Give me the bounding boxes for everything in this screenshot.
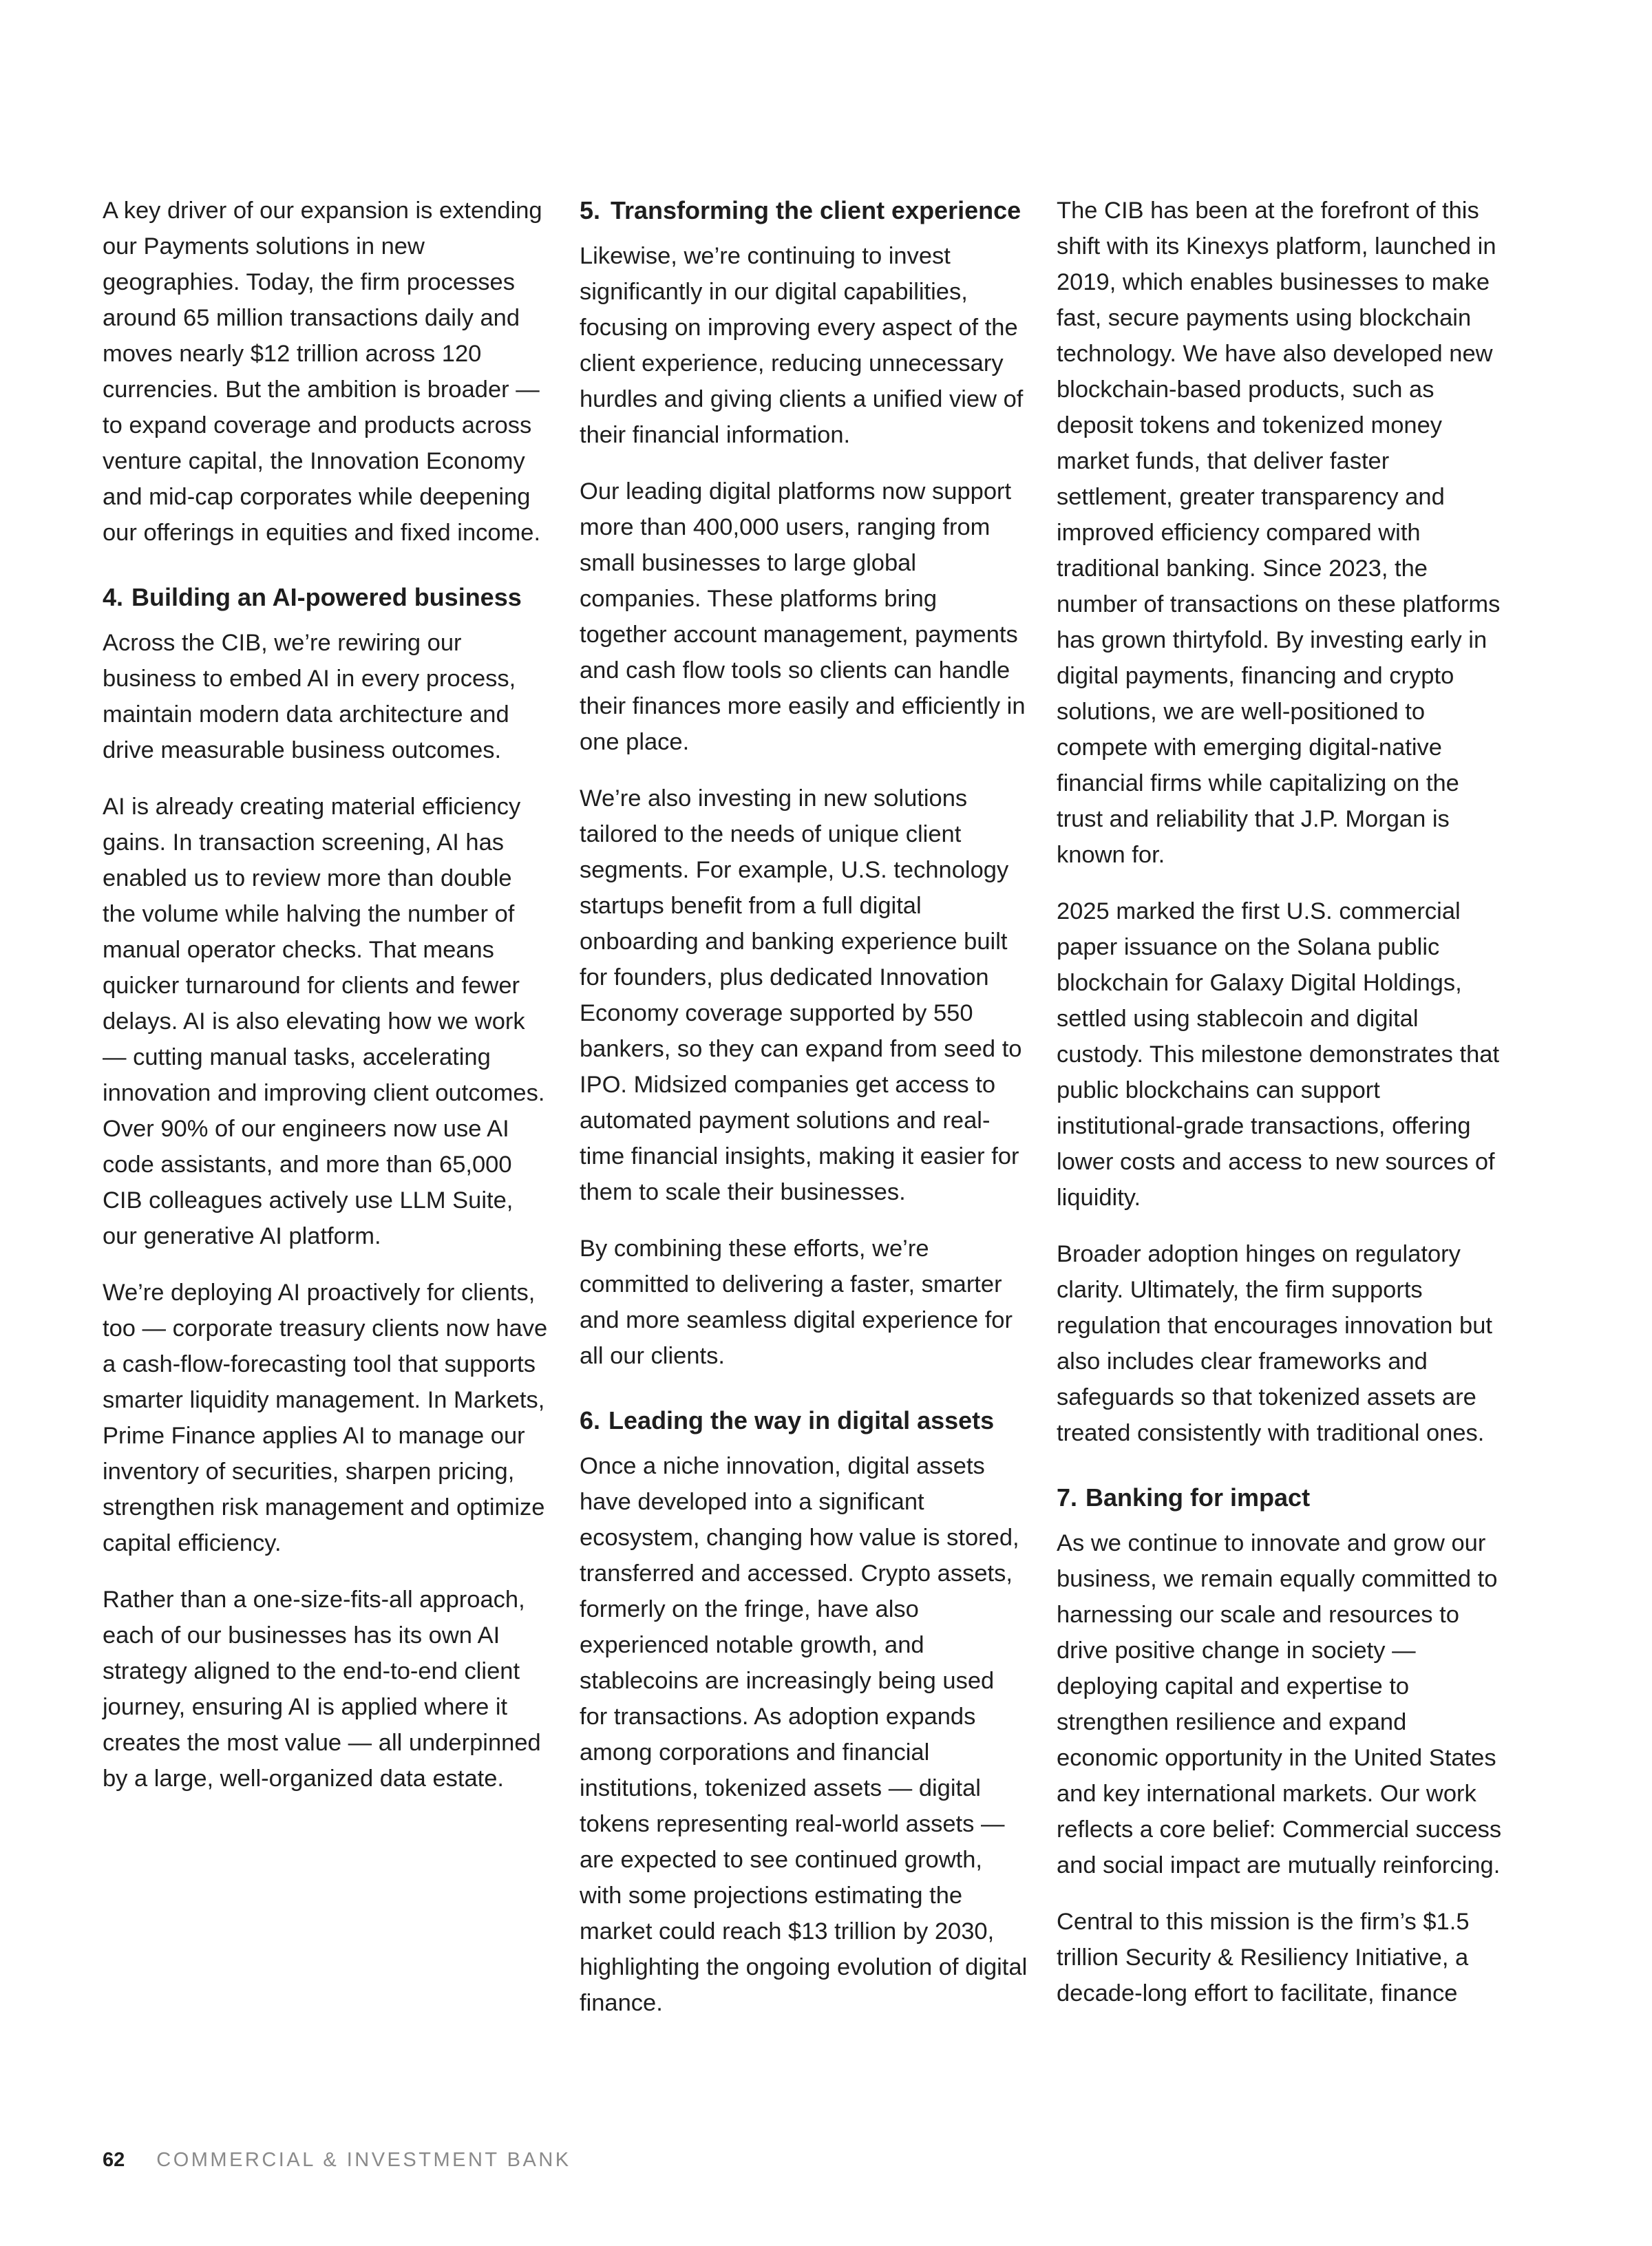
heading-number: 4. [103, 583, 124, 611]
heading-number: 6. [580, 1406, 601, 1434]
heading-number: 5. [580, 196, 601, 224]
paragraph: Once a niche innovation, digital assets have developed into a significant ecosystem, changing how value is stored, transferred and accessed. Crypto assets, formerly on the fringe, have also experienced notable growth, and stablecoins are increasingly being used for transactions. As adoption expands among corporations and financial institutions, tokenized assets — digital tokens representing real-world assets — are expected to see continued growth, with some projections estimating the market could reach $13 trillion by 2030, highlighting the ongoing evolution of digital finance. [580, 1453, 1028, 2016]
paragraph: The CIB has been at the forefront of this shift with its Kinexys platform, launched in 2019, which enables businesses to make fast, secure payments using blockchain technology. We have also developed new blockchain-based products, such as deposit tokens and tokenized money market funds, that deliver faster settlement, greater transparency and improved efficiency compared with traditional banking. Since 2023, the number of transactions on these platforms has grown thirtyfold. By investing early in digital payments, financing and crypto solutions, we are well-positioned to compete with emerging digital-native financial firms while capitalizing on the trust and reliability that J.P. Morgan is known for. [1057, 198, 1501, 868]
section-heading-5 [580, 193, 1028, 229]
paragraph: Central to this mission is the firm’s $1.5 trillion Security & Resiliency Initiative, a decade-long effort to facilitate, finance [1057, 1909, 1470, 2006]
section-heading-6 [580, 1403, 1028, 1439]
paragraph: 2025 marked the first U.S. commercial paper issuance on the Solana public blockchain for Galaxy Digital Holdings, settled using stablecoin and digital custody. This milestone demonstrates that public blockchains can support institutional-grade transactions, offering lower costs and access to new sources of liquidity. [1057, 898, 1500, 1211]
heading-text: Leading the way in digital assets [608, 1406, 995, 1434]
paragraph: We’re deploying AI proactively for clients, too — corporate treasury clients now have a cash-flow-forecasting tool that supports smarter liquidity management. In Markets, Prime Finance applies AI to manage our inventory of securities, sharpen pricing, strengthen risk management and optimize capital efficiency. [103, 1280, 548, 1556]
paragraph: As we continue to innovate and grow our business, we remain equally committed to harnessing our scale and resources to drive positive change in society — deploying capital and expertise to strengthen resilience and expand economic opportunity in the United States and key international markets. Our work reflects a core belief: Commercial success and social impact are mutually reinforcing. [1057, 1530, 1502, 1878]
paragraph: Broader adoption hinges on regulatory clarity. Ultimately, the firm supports regulation that encourages innovation but also includes clear frameworks and safeguards so that tokenized assets are treated consistently with traditional ones. [1057, 1241, 1492, 1446]
paragraph: Likewise, we’re continuing to invest significantly in our digital capabilities, focusing on improving every aspect of the client experience, reducing unnecessary hurdles and giving clients a unified view of their financial information. [580, 243, 1024, 448]
paragraph: Across the CIB, we’re rewiring our business to embed AI in every process, maintain modern data architecture and drive measurable business outcomes. [103, 630, 516, 763]
heading-text: Banking for impact [1086, 1483, 1311, 1512]
paragraph: By combining these efforts, we’re committed to delivering a faster, smarter and more seamless digital experience for all our clients. [580, 1236, 1013, 1369]
heading-text: Building an AI-powered business [131, 583, 522, 611]
column-right [1057, 193, 1505, 2032]
paragraph: AI is already creating material efficiency gains. In transaction screening, AI has enabled us to review more than double the volume while halving the number of manual operator checks. That means quicker turnaround for clients and fewer delays. AI is also elevating how we work — cutting manual tasks, accelerating innovation and improving client outcomes. Over 90% of our engineers now use AI code assistants, and more than 65,000 CIB colleagues actively use LLM Suite, our generative AI platform. [103, 794, 545, 1249]
paragraph: A key driver of our expansion is extending our Payments solutions in new geographies. Today, the firm processes around 65 million transactions daily and moves nearly $12 trillion across 120 currencies. But the ambition is broader — to expand coverage and products across venture capital, the Innovation Economy and mid-cap corporates while deepening our offerings in equities and fixed income. [103, 198, 542, 546]
section-heading-4 [103, 580, 551, 615]
paragraph: We’re also investing in new solutions tailored to the needs of unique client segments. For example, U.S. technology startups benefit from a full digital onboarding and banking experience built for founders, plus dedicated Innovation Economy coverage supported by 550 bankers, so they can expand from seed to IPO. Midsized companies get access to automated payment solutions and real-time financial insights, making it easier for them to scale their businesses. [580, 785, 1022, 1205]
column-middle [580, 193, 1028, 2042]
section-name: COMMERCIAL & INVESTMENT BANK [156, 2148, 571, 2171]
column-left [103, 193, 551, 1817]
heading-text: Transforming the client experience [611, 196, 1021, 224]
heading-number: 7. [1057, 1483, 1078, 1512]
paragraph: Our leading digital platforms now support more than 400,000 users, ranging from small businesses to large global companies. These platforms bring together account management, payments and cash flow tools so clients can handle their finances more easily and efficiently in one place. [580, 478, 1026, 755]
paragraph: Rather than a one-size-fits-all approach, each of our businesses has its own AI strategy aligned to the end-to-end client journey, ensuring AI is applied where it creates the most value — all underpinned by a large, well-organized data estate. [103, 1587, 541, 1792]
page-number: 62 [103, 2148, 125, 2171]
section-heading-7 [1057, 1480, 1505, 1516]
page-footer [103, 2146, 571, 2174]
